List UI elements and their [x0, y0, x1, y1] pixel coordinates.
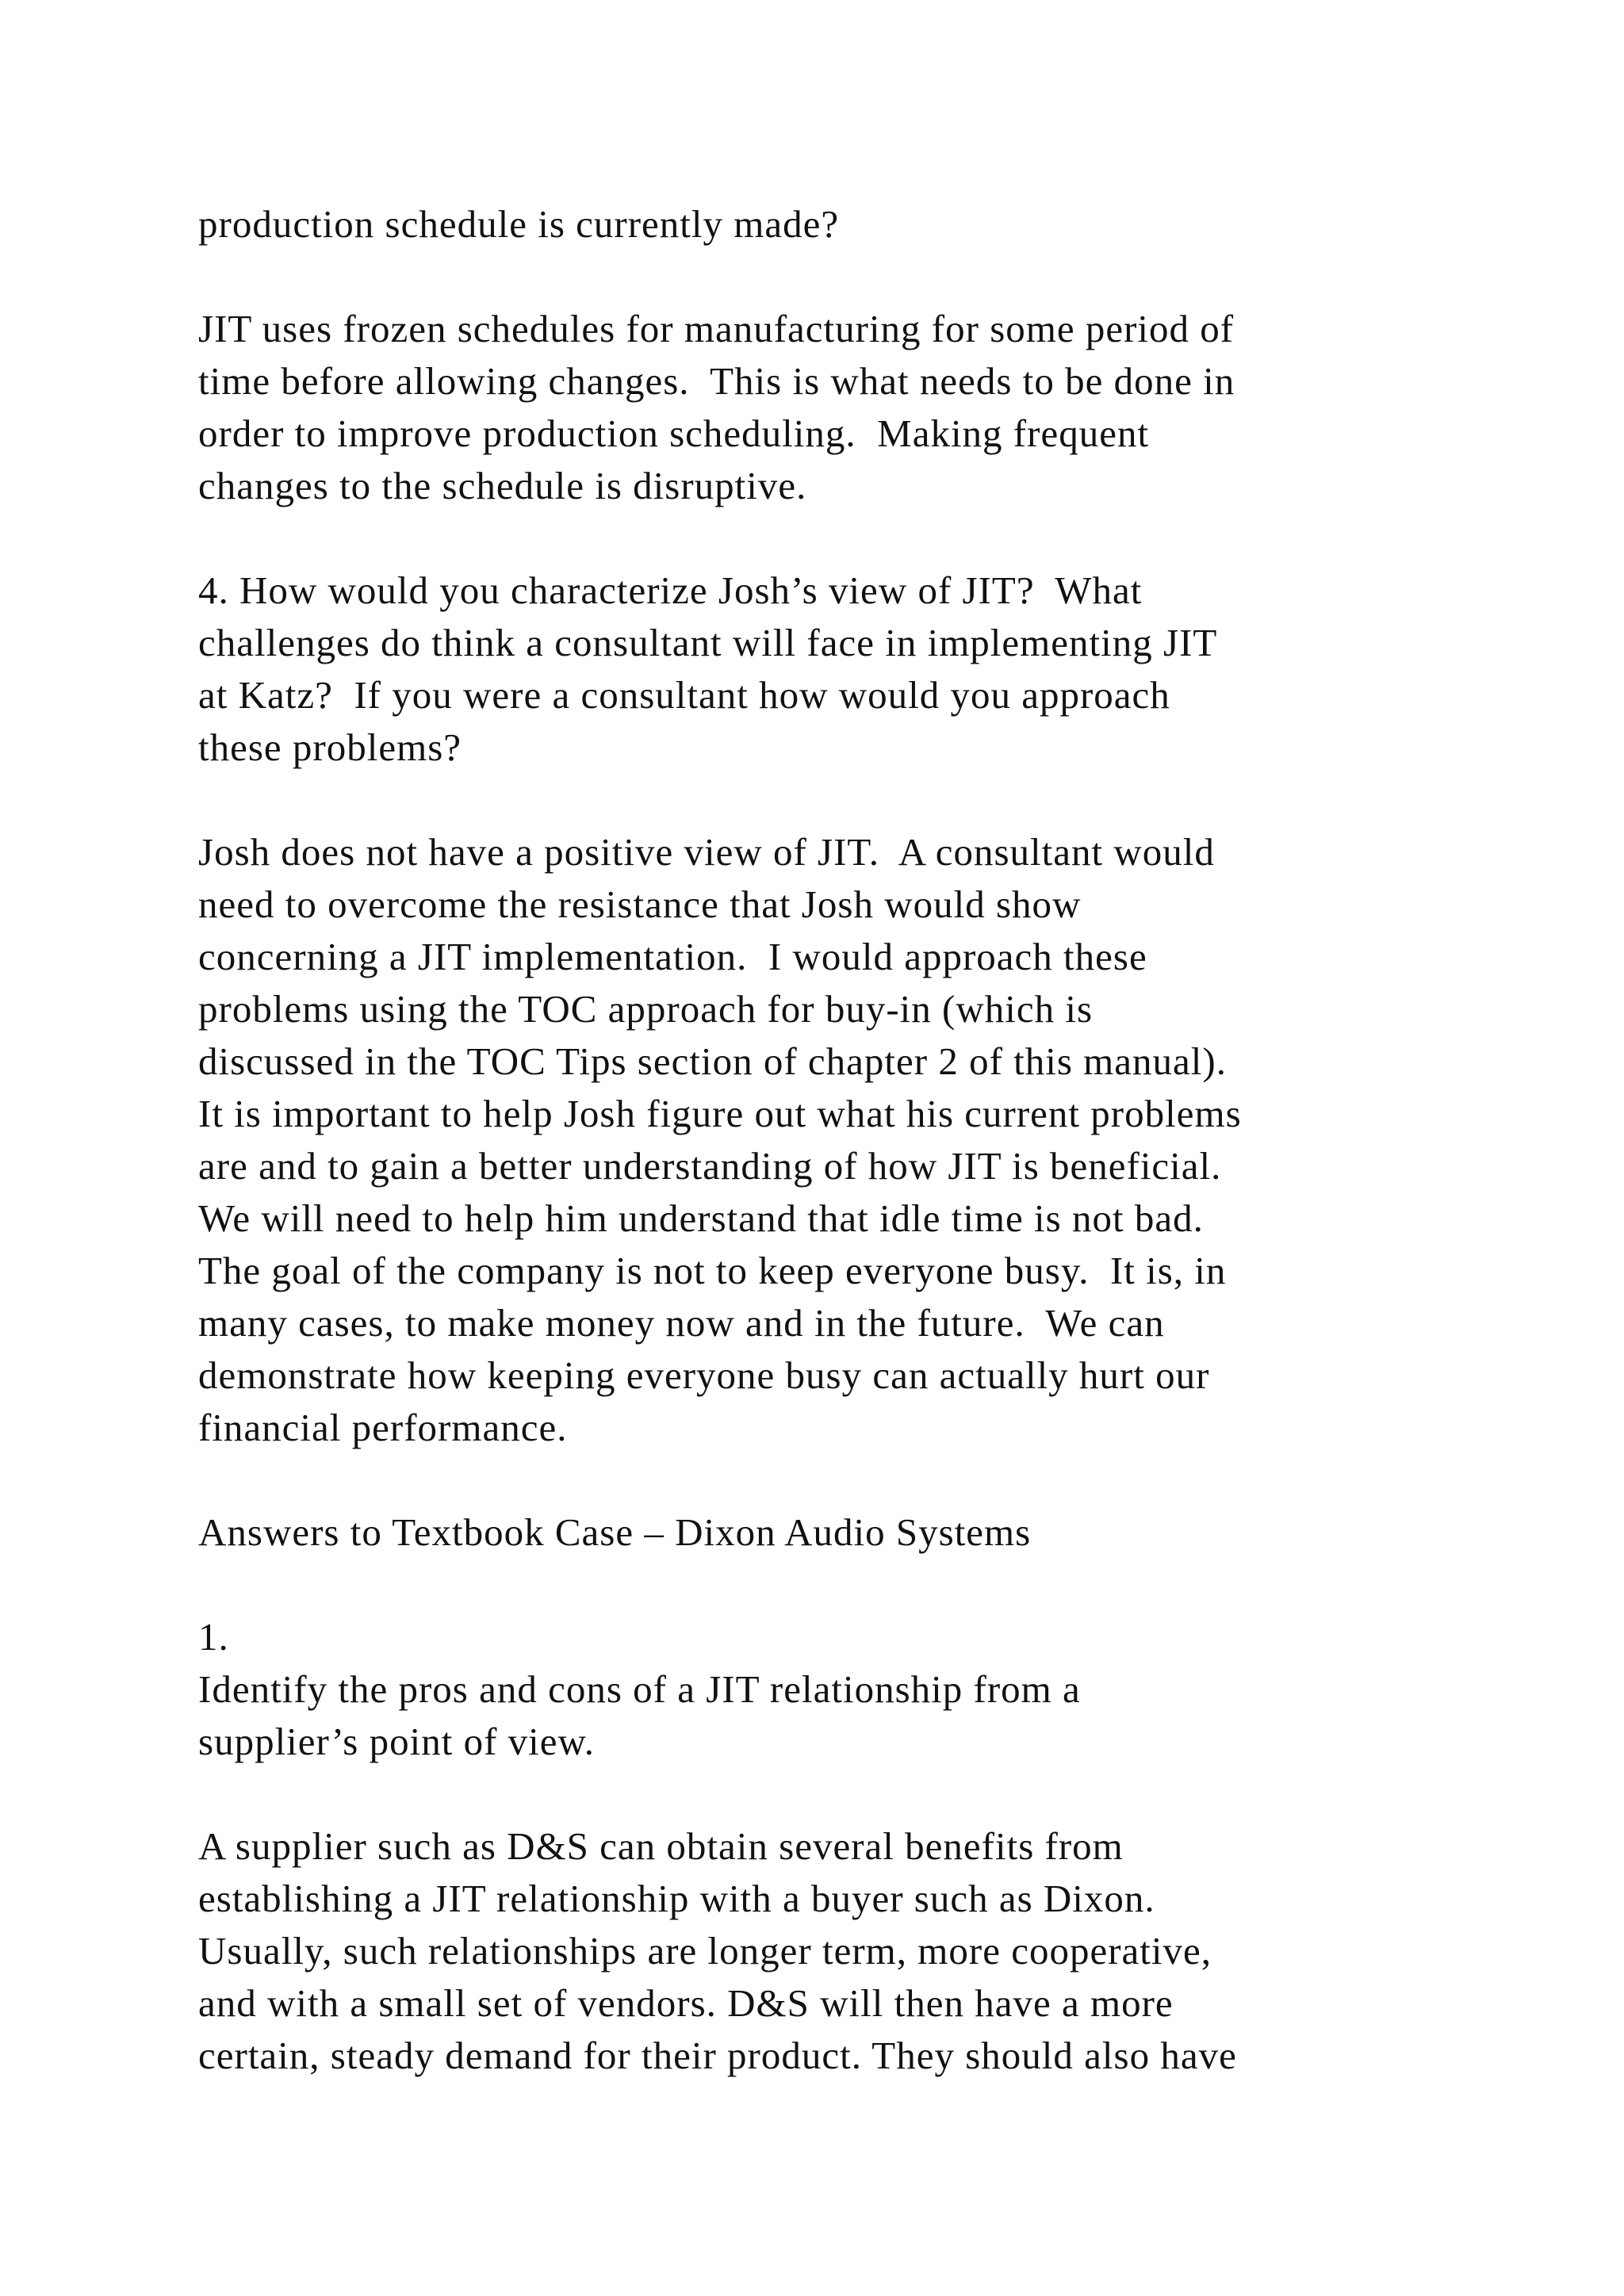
text-line: challenges do think a consultant will face in implementing JIT [198, 621, 1218, 664]
paragraph-gap [198, 774, 1507, 826]
paragraph-gap [198, 1454, 1507, 1506]
text-line: concerning a JIT implementation. I would approach these [198, 935, 1147, 978]
text-line: at Katz? If you were a consultant how would you approach [198, 673, 1170, 717]
section-heading: Answers to Textbook Case – Dixon Audio Systems [198, 1510, 1032, 1554]
paragraph-gap [198, 1559, 1507, 1611]
question-number: 1. [198, 1615, 229, 1659]
document-body [198, 198, 1507, 2082]
text-line: production schedule is currently made? [198, 202, 840, 246]
paragraph-gap [198, 512, 1507, 564]
text-line: We will need to help him understand that idle time is not bad. [198, 1196, 1204, 1240]
text-line: discussed in the TOC Tips section of chapter 2 of this manual). [198, 1039, 1227, 1083]
question-4 [198, 564, 1507, 774]
text-line: financial performance. [198, 1406, 568, 1449]
text-line: The goal of the company is not to keep everyone busy. It is, in [198, 1249, 1227, 1292]
text-line: problems using the TOC approach for buy-in (which is [198, 987, 1094, 1031]
text-line: certain, steady demand for their product. They should also have [198, 2034, 1237, 2077]
answer-1 [198, 1820, 1507, 2082]
text-line: Usually, such relationships are longer term, more cooperative, [198, 1929, 1212, 1973]
question-1 [198, 1611, 1507, 1768]
paragraph-gap [198, 1768, 1507, 1820]
text-line: and with a small set of vendors. D&S will then have a more [198, 1981, 1174, 2025]
text-line: changes to the schedule is disruptive. [198, 464, 807, 507]
text-line: A supplier such as D&S can obtain several benefits from [198, 1824, 1124, 1868]
text-line: Identify the pros and cons of a JIT relationship from a [198, 1667, 1081, 1711]
answer-4 [198, 826, 1507, 1454]
text-line: supplier’s point of view. [198, 1720, 595, 1763]
text-line: order to improve production scheduling. Making frequent [198, 411, 1150, 455]
text-line: many cases, to make money now and in the future. We can [198, 1301, 1165, 1345]
text-line: establishing a JIT relationship with a buyer such as Dixon. [198, 1877, 1155, 1920]
section-heading-dixon-case [198, 1506, 1507, 1559]
paragraph-frozen-schedules-answer [198, 303, 1507, 512]
text-line: demonstrate how keeping everyone busy can actually hurt our [198, 1353, 1210, 1397]
paragraph-schedule-question-end [198, 198, 1507, 251]
text-line: need to overcome the resistance that Josh would show [198, 882, 1082, 926]
text-line: It is important to help Josh figure out what his current problems [198, 1092, 1242, 1135]
text-line: JIT uses frozen schedules for manufacturing for some period of [198, 307, 1235, 350]
text-line: Josh does not have a positive view of JIT. A consultant would [198, 830, 1215, 874]
text-line: time before allowing changes. This is what needs to be done in [198, 359, 1235, 403]
text-line: are and to gain a better understanding of how JIT is beneficial. [198, 1144, 1222, 1188]
text-line: these problems? [198, 725, 462, 769]
paragraph-gap [198, 251, 1507, 303]
text-line: 4. How would you characterize Josh’s view of JIT? What [198, 568, 1143, 612]
